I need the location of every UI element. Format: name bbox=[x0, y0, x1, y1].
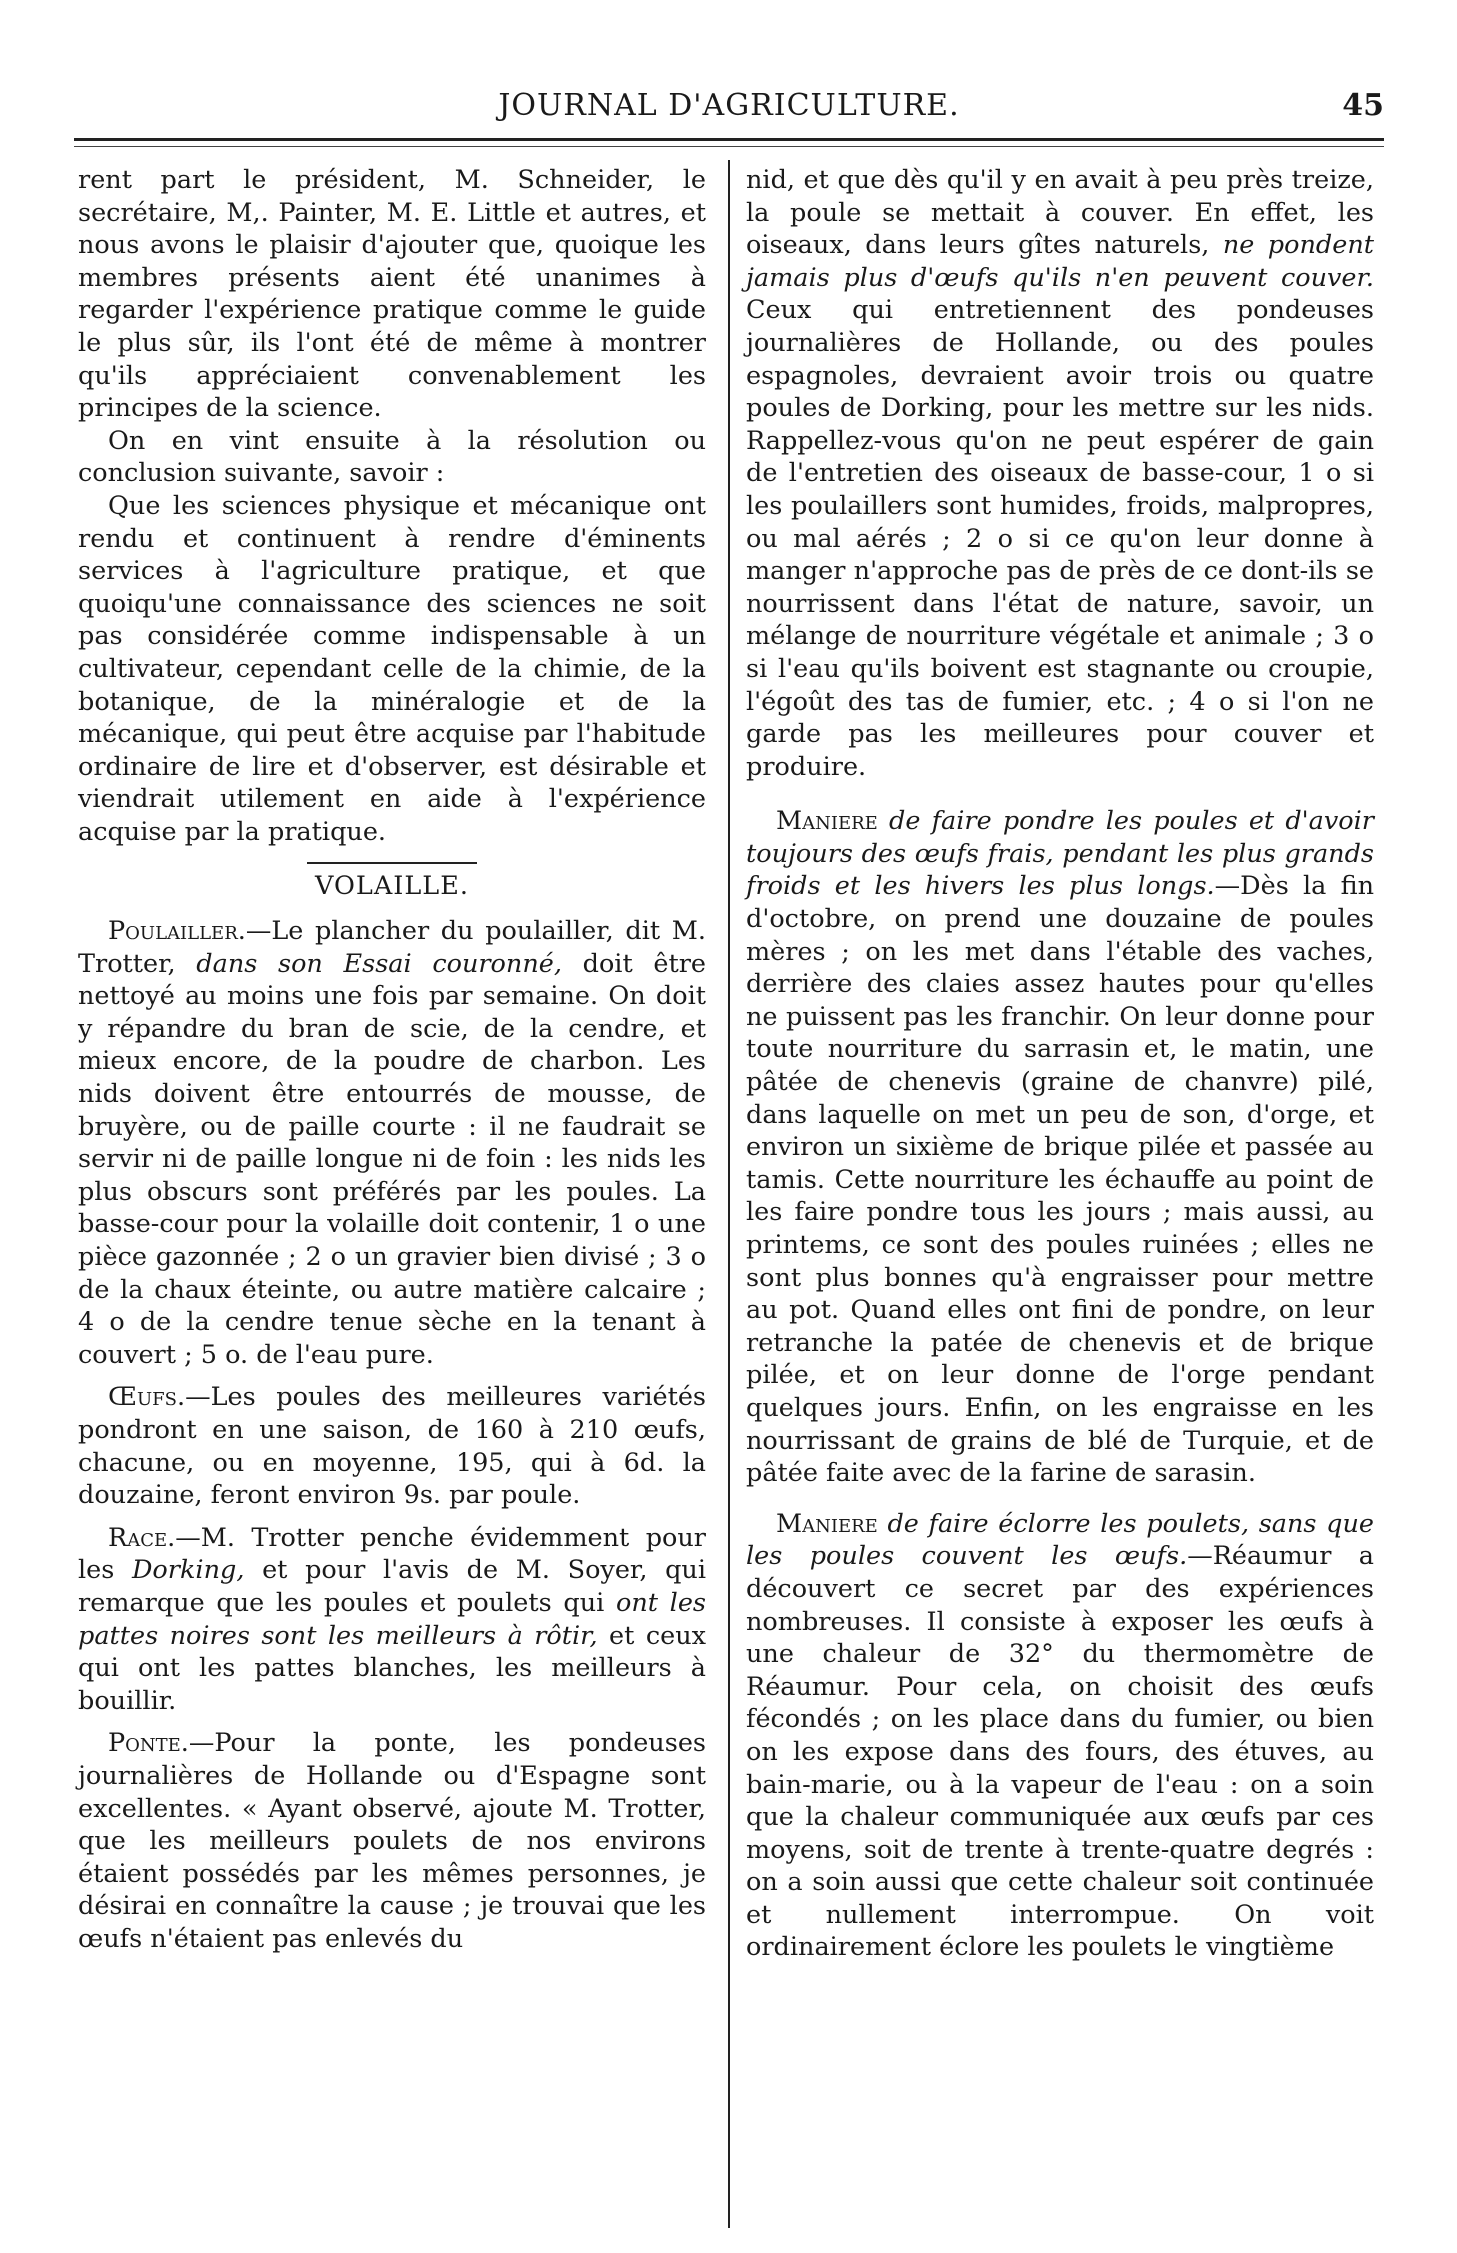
run-in-heading: Ponte. bbox=[108, 1728, 189, 1759]
run-in-heading: Maniere bbox=[776, 806, 878, 837]
running-header bbox=[74, 88, 1384, 130]
column-divider bbox=[728, 160, 730, 2228]
section-title-volaille: VOLAILLE. bbox=[315, 871, 469, 902]
run-in-heading: Poulailler. bbox=[108, 916, 246, 947]
paragraph-poulailler: Poulailler.—Le plancher du poulailler, dit M. Trotter, dans son Essai couronné, doit être nettoyé au moins une fois par semaine. On doit y répandre du bran de scie, de la cendre, et mieux encore, de la poudre de charbon. Les nids doivent être entourrés de mousse, de bruyère, ou de paille courte : il ne faudrait se servir ni de paille longue ni de foin : les nids les plus obscurs sont préférés par les poules. La basse-cour pour la volaille doit contenir, 1 o une pièce gazonnée ; 2 o un gravier bien divisé ; 3 o de la chaux éteinte, ou autre matière calcaire ; 4 o de la cendre tenue sèche en la tenant à couvert ; 5 o. de l'eau pure. bbox=[78, 916, 706, 1370]
paragraph-maniere-pondre: Maniere de faire pondre les poules et d'avoir toujours des œufs frais, pendant les plus grands froids et les hivers les plus longs.—Dès la fin d'octobre, on prend une douzaine de poules mères ; on les met dans l'étable des vaches, derrière des claies assez hautes pour qu'elles ne puissent pas les franchir. On leur donne pour toute nourriture du sarrasin et, le matin, une pâtée de chenevis (graine de chanvre) pilé, dans laquelle on met un peu de son, d'orge, et environ un sixième de brique pilée et passée au tamis. Cette nourriture les échauffe au point de les faire pondre tous les jours ; mais aussi, au printems, ce sont des poules ruinées ; elles ne sont plus bonnes qu'à engraisser pour mettre au pot. Quand elles ont fini de pondre, on leur retranche la patée de chenevis et de brique pilée, et on leur donne de l'orge pendant quelques jours. Enfin, on les engraisse en les nourrissant de grains de blé de Turquie, et de pâtée faite avec de la farine de sarasin. bbox=[746, 806, 1375, 1489]
run-in-heading: Œufs. bbox=[108, 1382, 186, 1413]
paragraph-maniere-eclorre: Maniere de faire éclorre les poulets, sans que les poules couvent les œufs.—Réaumur a découvert ce secret par des expériences nombreuses. Il consiste à exposer les œufs à une chaleur de 32° du thermomètre de Réaumur. Pour cela, on choisit des œufs fécondés ; on les place dans du fumier, ou bien on les expose dans des fours, des étuves, au bain-marie, ou à la vapeur de l'eau : on a soin que la chaleur communiquée aux œufs par ces moyens, soit de trente à trente-quatre degrés : on a soin aussi que cette chaleur soit continuée et nullement interrompue. On voit ordinairement éclore les poulets le vingtième bbox=[746, 1508, 1374, 1963]
paragraph-ponte: Ponte.—Pour la ponte, les pondeuses journalières de Hollande ou d'Espagne sont excellentes. « Ayant observé, ajoute M. Trotter, que les meilleurs poulets de nos environs étaient possédés par les mêmes personnes, je désirai en connaître la cause ; je trouvai que les œufs n'étaient pas enlevés du bbox=[78, 1728, 706, 1954]
left-column bbox=[78, 164, 706, 1955]
paragraph-race: Race.—M. Trotter penche évidemment pour les Dorking, et pour l'avis de M. Soyer, qui remarque que les poules et poulets qui ont les pattes noires sont les meilleurs à rôtir, et ceux qui ont les pattes blanches, les meilleurs à bouillir. bbox=[78, 1522, 707, 1716]
header-rule-thin bbox=[74, 146, 1384, 147]
journal-title: JOURNAL D'AGRICULTURE. bbox=[498, 88, 960, 123]
right-column bbox=[746, 164, 1374, 1964]
run-in-heading: Race. bbox=[108, 1522, 176, 1553]
paragraph-resolution-intro: On en vint ensuite à la résolution ou conclusion suivante, savoir : bbox=[78, 425, 706, 489]
section-separator bbox=[307, 862, 477, 864]
run-in-heading: Maniere bbox=[776, 1508, 878, 1539]
paragraph-oeufs: Œufs.—Les poules des meilleures variétés pondront en une saison, de 160 à 210 œufs, chacune, ou en moyenne, 195, qui à 6d. la douzaine, feront environ 9s. par poule. bbox=[78, 1382, 706, 1511]
paragraph-resolution: Que les sciences physique et mécanique ont rendu et continuent à rendre d'éminents services à l'agriculture pratique, et que quoiqu'une connaissance des sciences ne soit pas considérée comme indispensable à un cultivateur, cependant celle de la chimie, de la botanique, de la minéralogie et de la mécanique, qui peut être acquise par l'habitude ordinaire de lire et d'observer, est désirable et viendrait utilement en aide à l'expérience acquise par la pratique. bbox=[78, 490, 706, 847]
page-number: 45 bbox=[1342, 88, 1384, 123]
paragraph-continuation-right: nid, et que dès qu'il y en avait à peu près treize, la poule se mettait à couver. En effet, les oiseaux, dans leurs gîtes naturels, ne pondent jamais plus d'œufs qu'ils n'en peuvent couver. Ceux qui entretiennent des pondeuses journalières de Hollande, ou des poules espagnoles, devraient avoir trois ou quatre poules de Dorking, pour les mettre sur les nids. Rappellez-vous qu'on ne peut espérer de gain de l'entretien des oiseaux de basse-cour, 1 o si les poulaillers sont humides, froids, malpropres, ou mal aérés ; 2 o si ce qu'on leur donne à manger n'approche pas de près de ce dont-ils se nourrissent dans l'état de nature, savoir, un mélange de nourriture végétale et animale ; 3 o si l'eau qu'ils boivent est stagnante ou croupie, l'égoût des tas de fumier, etc. ; 4 o si l'on ne garde pas les meilleures pour couver et produire. bbox=[746, 165, 1374, 782]
paragraph-continuation: rent part le président, M. Schneider, le secrétaire, M,. Painter, M. E. Little et autres, et nous avons le plaisir d'ajouter que, quoique les membres présents aient été unanimes à regarder l'expérience pratique comme le guide le plus sûr, ils l'ont été de même à montrer qu'ils appréciaient convenablement les principes de la science. bbox=[78, 165, 706, 424]
header-rule-thick bbox=[74, 138, 1384, 141]
